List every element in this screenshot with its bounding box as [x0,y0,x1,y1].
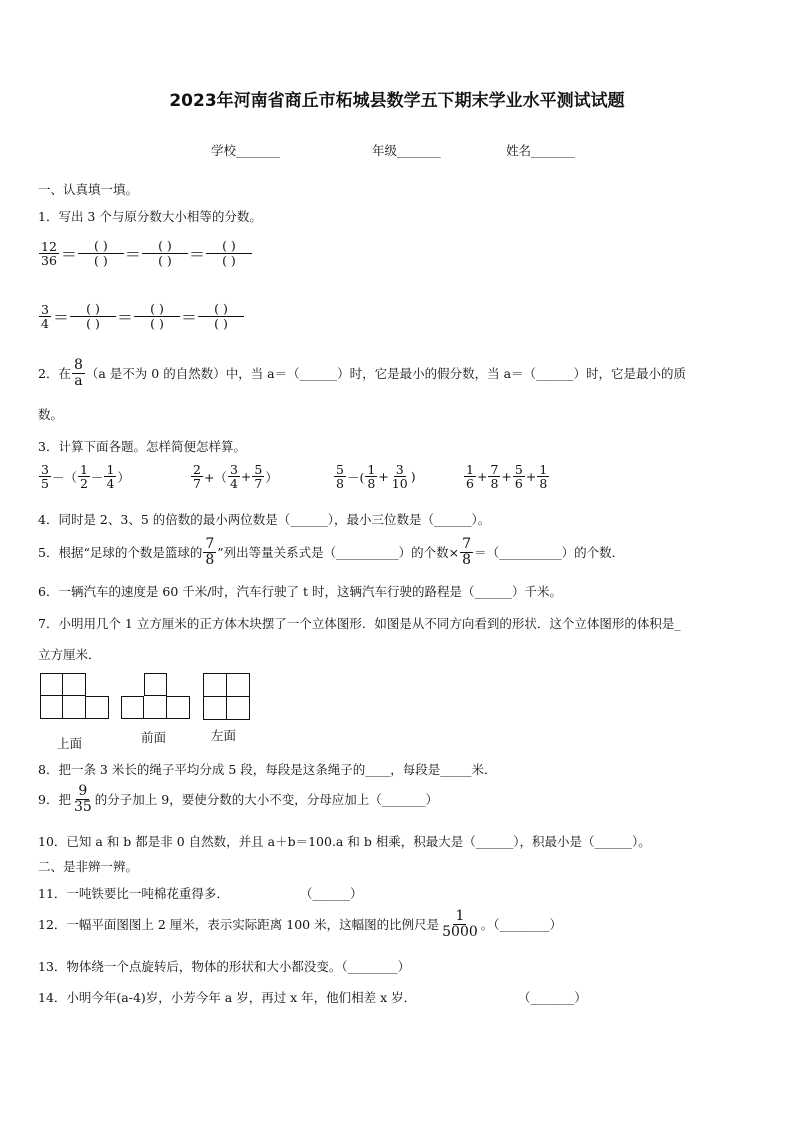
equals-sign: ＝ [188,245,205,265]
calc-expression-2: $\frac{2}{7}$ +（ $\frac{3}{4}$ + $\frac{5}{7}$ ） [193,462,278,492]
equals-sign: ＝ [52,308,69,328]
view-front-caption: 前面 [141,730,167,745]
question-14: 14．小明今年(a-4)岁，小芳今年 a 岁，再过 x 年，他们相差 x 岁． [38,990,417,1005]
view-top-caption: 上面 [57,736,83,751]
answer-fraction-blank[interactable]: $\frac{( )}{( )}$ [70,302,116,332]
answer-fraction-blank[interactable]: $\frac{( )}{( )}$ [134,302,180,332]
equals-sign: ＝ [180,308,197,328]
question-6: 6．一辆汽车的速度是 60 千米/时，汽车行驶了 t 时，这辆汽车行驶的路程是（______）千米。 [38,584,562,599]
page-title: 2023年河南省商丘市柘城县数学五下期末学业水平测试试题 [169,91,625,111]
calc-expression-3: $\frac{5}{8}$ －( $\frac{1}{8}$ + $\frac{3}{10}$ ) [336,462,416,492]
question-2-tail: 数。 [38,407,64,422]
view-top-figure [40,673,109,719]
grade-label: 年级_______ [372,143,441,158]
view-front-figure [121,673,190,719]
question-10: 10．已知 a 和 b 都是非 0 自然数，并且 a＋b＝100.a 和 b 相乘，积最大是（______），积最小是（______）。 [38,834,651,849]
question-1-row-2 [38,302,244,332]
question-2-prefix: 2．在 [38,366,71,382]
fraction: $\frac{3}{4}$ [41,302,49,332]
section-heading-2: 二、是非辨一辨。 [38,859,139,874]
question-11: 11．一吨铁要比一吨棉花重得多． [38,886,229,901]
school-label: 学校_______ [211,143,280,158]
section-heading-1: 一、认真填一填。 [38,182,139,197]
question-14-answer[interactable]: （_______） [518,990,587,1005]
equals-sign: ＝ [124,245,141,265]
question-2 [38,358,686,388]
question-2-text: （a 是不为 0 的自然数）中，当 a＝（______）时，它是最小的假分数，当 a＝（______）时，它是最小的质 [85,366,687,382]
question-11-answer[interactable]: （______） [300,886,363,901]
answer-fraction-blank[interactable]: $\frac{( )}{( )}$ [78,239,124,269]
question-9: 9．把 $\frac{9}{35}$ 的分子加上 9，要使分数的大小不变，分母应加上（_______） [38,783,438,815]
view-left-caption: 左面 [211,728,237,743]
view-left-figure [203,673,250,720]
answer-fraction-blank[interactable]: $\frac{( )}{( )}$ [142,239,188,269]
answer-fraction-blank[interactable]: $\frac{( )}{( )}$ [198,302,244,332]
question-1-row-1 [38,239,252,269]
equals-sign: ＝ [60,245,77,265]
equals-sign: ＝ [116,308,133,328]
calc-expression-1: $\frac{3}{5}$ －（ $\frac{1}{2}$ － $\frac{1}{4}$ ） [41,462,130,492]
question-4: 4．同时是 2、3、5 的倍数的最小两位数是（______），最小三位数是（______）。 [38,512,491,527]
question-8: 8．把一条 3 米长的绳子平均分成 5 段，每段是这条绳子的____，每段是_____米． [38,762,497,777]
name-label: 姓名_______ [506,143,575,158]
question-3-text: 3．计算下面各题。怎样简便怎样算。 [38,439,246,454]
fraction: $\frac{8}{a}$ [73,357,83,389]
question-5: 5．根据“足球的个数是篮球的 $\frac{7}{8}$ ”列出等量关系式是（__________）的个数× $\frac{7}{8}$ ＝（__________）的个数． [38,536,625,568]
question-7-line-1: 7．小明用几个 1 立方厘米的正方体木块摆了一个立体图形．如图是从不同方向看到的形状．这个立体图形的体积是_ [38,616,681,631]
question-7-line-2: 立方厘米． [38,647,101,662]
question-12: 12．一幅平面图图上 2 厘米，表示实际距离 100 米，这幅图的比例尺是 $\frac{1}{5000}$ 。（________） [38,908,563,940]
fraction: $\frac{12}{36}$ [41,239,57,269]
answer-fraction-blank[interactable]: $\frac{( )}{( )}$ [206,239,252,269]
calc-expression-4: $\frac{1}{6}$ + $\frac{7}{8}$ + $\frac{5}{6}$ + $\frac{1}{8}$ [466,462,548,492]
question-13: 13．物体绕一个点旋转后，物体的形状和大小都没变。（________） [38,959,411,974]
question-1-text: 1．写出 3 个与原分数大小相等的分数。 [38,209,262,224]
